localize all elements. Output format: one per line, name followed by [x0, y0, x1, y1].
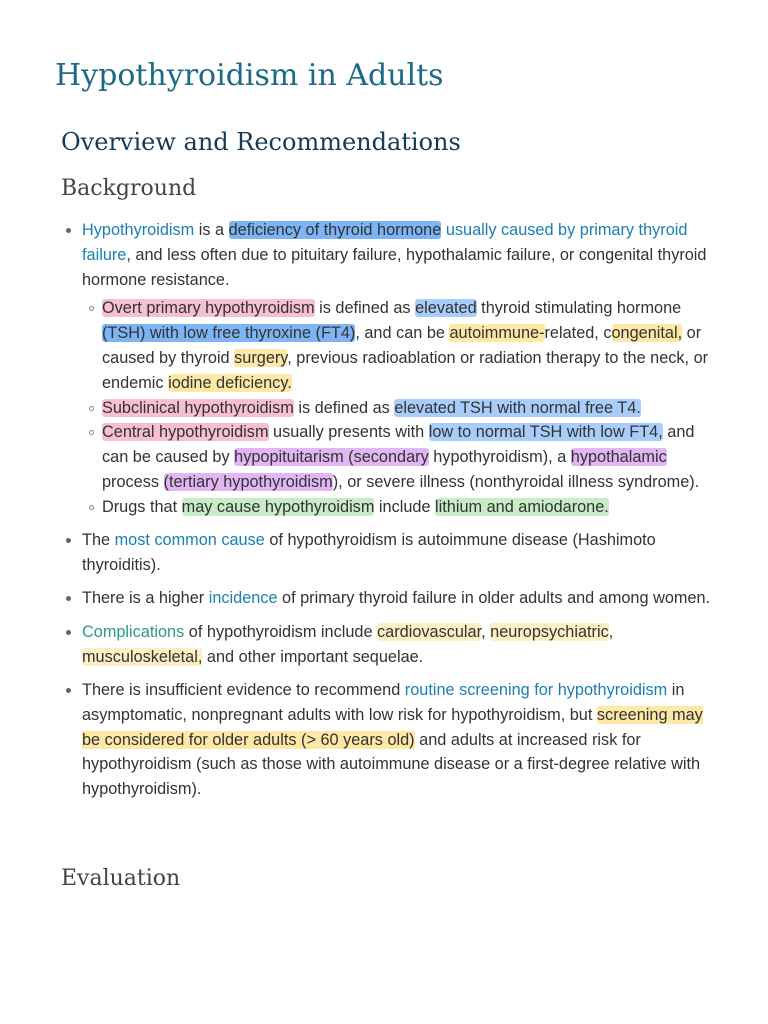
sub-list-item: [102, 495, 724, 520]
page-title: Hypothyroidism in Adults: [55, 58, 444, 93]
text: is defined as: [314, 299, 416, 318]
text: There is insufficient evidence to recommend: [82, 680, 405, 699]
highlight: elevated TSH with normal free T4.: [394, 398, 641, 417]
highlight: (tertiary hypothyroidism: [163, 472, 333, 491]
evaluation-heading: Evaluation: [61, 866, 181, 891]
list-item: [82, 678, 724, 802]
sub-list-item: [102, 296, 724, 395]
text: , previous radioablation or radiation therapy to the neck, or endemic: [102, 348, 709, 392]
list-item: [82, 218, 724, 520]
text: , and can be: [355, 324, 450, 343]
section-heading: Overview and Recommendations: [61, 128, 461, 156]
text: or caused by thyroid: [102, 324, 702, 367]
text: of primary thyroid failure in older adults and among women.: [277, 589, 711, 608]
incidence-link[interactable]: incidence: [208, 589, 278, 608]
primary-thyroid-failure-link[interactable]: usually caused by primary thyroid failure: [82, 221, 688, 264]
text: , and less often due to pituitary failure, hypothalamic failure, or congenital thyroid hormone resistance.: [82, 245, 707, 289]
text: in asymptomatic, nonpregnant adults with low risk for hypothyroidism, but: [82, 680, 685, 724]
text: and other important sequelae.: [202, 647, 424, 666]
text: and adults at increased risk for hypothyroidism (such as those with autoimmune disease or a first-degree relative with hypothyroidism).: [82, 730, 701, 799]
complications-link[interactable]: Complications: [82, 622, 185, 641]
background-list: [82, 218, 724, 811]
sub-list: [82, 296, 724, 519]
text: The: [82, 531, 115, 550]
routine-screening-link[interactable]: routine screening for hypothyroidism: [404, 680, 668, 699]
sub-list-item: [102, 420, 724, 494]
background-heading: Background: [61, 176, 197, 201]
highlight: Subclinical hypothyroidism: [102, 398, 294, 417]
text: There is a higher: [82, 589, 209, 608]
text: thyroid stimulating hormone: [476, 299, 682, 318]
text: Drugs that: [102, 497, 182, 516]
text: and can be caused by: [102, 423, 695, 467]
highlight: (TSH) with low free thyroxine (FT4): [102, 324, 356, 343]
highlight: Central hypothyroidism: [102, 423, 269, 442]
text: include: [374, 497, 436, 516]
text: of hypothyroidism include: [184, 622, 378, 641]
highlight: lithium and amiodarone.: [435, 497, 609, 516]
hypothyroidism-link[interactable]: Hypothyroidism: [82, 221, 195, 239]
highlight: musculoskeletal,: [82, 647, 203, 666]
highlight: screening may be considered for older adults (> 60 years old): [82, 705, 703, 749]
highlight: iodine deficiency.: [168, 373, 292, 392]
text: of hypothyroidism is autoimmune disease (Hashimoto thyroiditis).: [82, 531, 656, 574]
text: ,: [481, 622, 491, 641]
highlight: autoimmune-: [449, 324, 545, 343]
highlight: may cause hypothyroidism: [181, 497, 375, 516]
list-item: [82, 528, 724, 578]
sub-list-item: [102, 396, 724, 421]
highlight: elevated: [415, 299, 477, 318]
text: hypothyroidism), a: [428, 448, 571, 467]
text: ), or severe illness (nonthyroidal illness syndrome).: [332, 472, 700, 491]
highlight: hypothalamic: [570, 448, 667, 467]
most-common-cause-link[interactable]: most common cause: [114, 531, 265, 550]
highlight: Overt primary hypothyroidism: [102, 299, 315, 318]
highlight: surgery: [234, 348, 288, 367]
text: ,: [608, 622, 614, 641]
list-item: [82, 620, 724, 670]
highlight: cardiovascular: [377, 622, 482, 641]
text: related, c: [544, 324, 612, 343]
text: is defined as: [293, 398, 395, 417]
highlight: low to normal TSH with low FT4,: [428, 423, 663, 442]
list-item: [82, 586, 724, 611]
highlight: ongenital,: [611, 324, 683, 343]
highlight: deficiency of thyroid hormone: [228, 221, 442, 239]
highlight: neuropsychiatric: [490, 622, 609, 641]
highlight: hypopituitarism (secondary: [234, 448, 429, 467]
text: is a: [194, 221, 229, 239]
text: usually presents with: [268, 423, 429, 442]
text: process: [102, 472, 164, 491]
